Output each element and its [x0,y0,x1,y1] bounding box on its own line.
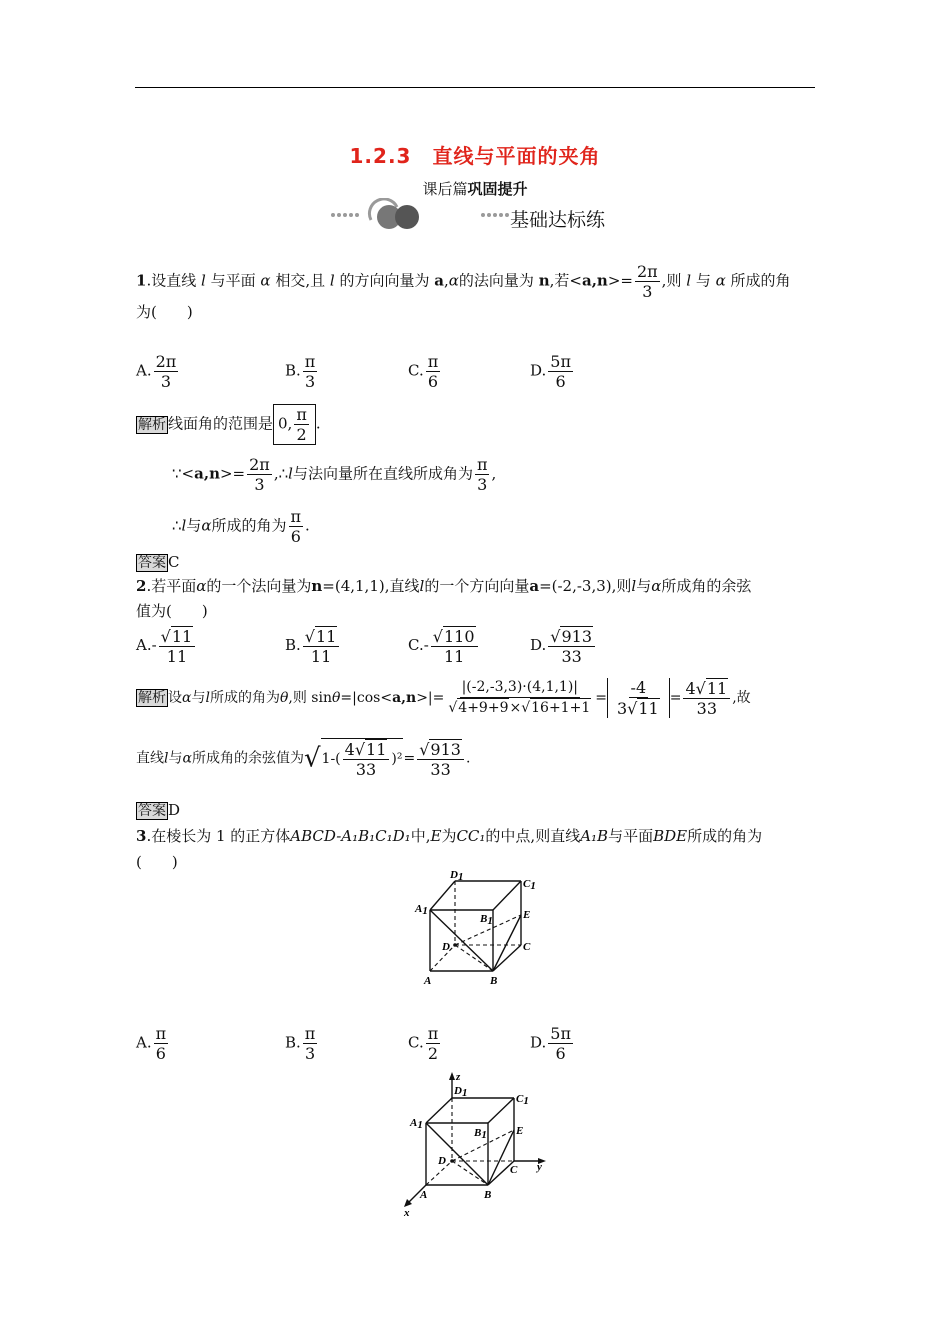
q1-option-d-label: D. [530,361,547,380]
q2-analysis-line1 [136,678,751,718]
q2-res-den: 33 [696,699,717,718]
q2-analysis-l: l [205,690,210,706]
q3-option-d-num: 5π [550,1024,571,1043]
q1-option-c-frac [426,352,441,391]
q2-abs-den-coef: 3 [616,699,628,718]
q1-because-num: 2π [249,455,270,474]
q1-stem-i: 与 [695,271,711,290]
q1-var-alpha: α [260,271,271,290]
q2-final-den: 33 [430,759,451,779]
q2-big-den-a: 4+9+9 [458,700,509,716]
q1-therefore-mid: ,∴ [273,464,289,483]
q1-range [273,404,316,445]
q2-analysis-e: =|cos< [340,690,393,706]
q1-analysis-line2 [172,455,496,494]
q1-an: a,n [581,271,608,290]
q2-sq-den: 33 [355,760,377,779]
q2-line3-alpha: α [182,750,192,767]
q3-option-a-num: π [155,1024,167,1043]
answer-tag: 答案 [138,555,166,571]
q1-conclude-l: l [181,516,187,535]
q2-analysis-f: >|= [416,690,445,706]
q3-stem-b: 中, [410,827,431,845]
q2-stem-c: 的一个方向向量 [424,577,530,595]
q2-sq-frac [343,739,390,779]
q2-option-a-num: √11 [159,626,196,647]
analysis-tag: 解析 [138,416,166,433]
label-c1: C1 [523,878,536,892]
q1-option-c-den: 6 [427,372,439,391]
q2-stem-b: 的一个法向量为 [206,577,312,595]
q1-stem-b: 与平面 [210,271,256,290]
q2-sq-rad: 11 [366,740,387,759]
q2-analysis-an: a,n [392,690,417,706]
q2-option-c-num: √110 [431,626,478,647]
q2-stem-a: .若平面 [146,577,197,595]
q2-analysis-line2 [136,738,470,779]
q1-analysis-line3 [172,507,310,546]
q1-range-den: 2 [296,425,307,444]
label-e-2: E [516,1125,524,1137]
q1-therefore-num: π [476,455,488,474]
q1-stem-g: >= [607,271,633,290]
label-b1-2: B1 [474,1127,487,1141]
q2-stem-e: 所成角的余弦 [661,577,752,595]
q1-option-a-label: A. [136,361,152,380]
q1-therefore-den: 3 [477,475,488,494]
q2-line3-b: 与 [168,750,183,767]
q2-final-frac [417,739,464,779]
segment-b-e [493,915,521,971]
q1-stem-h: ,则 [661,271,682,290]
q2-analysis-b: 与 [191,690,206,706]
q2-option-b-rad: 11 [316,627,337,646]
q3-stem [136,826,762,846]
q2-analysis-c: 所成的角为 [209,690,280,706]
q1-analysis-text: 线面角的范围是 [168,414,274,433]
edge-a1-d1 [430,881,455,910]
q1-conclude-alpha: α [201,516,212,535]
q2-theta-2: θ [331,690,341,706]
q3-option-c-den: 2 [427,1044,439,1063]
axis-y: y [537,1161,542,1173]
q3-BDE: BDE [653,827,688,845]
q2-analysis-d: ,则 sin [288,690,332,706]
q2-eq-1: = [595,690,607,706]
q1-stem-d: 的方向向量为 [339,271,430,290]
q2-sq-num: 4√11 [343,739,390,760]
q2-res-coef: 4 [685,679,696,698]
q2-abs-frac [615,678,662,718]
q2-option-c-label: C.- [408,636,429,654]
q1-var-l-3: l [686,271,692,290]
q1-var-l: l [201,271,206,290]
q3-option-b-frac [303,1024,318,1063]
q1-option-a[interactable] [136,352,180,391]
q2-var-l-2: l [631,577,637,595]
q1-range-start: 0, [278,414,293,433]
q1-option-b-label: B. [285,361,301,380]
q3-stem-e: 与平面 [608,827,654,845]
q1-option-a-den: 3 [160,372,172,391]
q3-CC1: CC₁ [456,827,486,845]
q2-answer-tag: 答案 [138,803,166,819]
q2-option-d[interactable] [530,626,597,666]
q3-option-d[interactable] [530,1024,575,1063]
q1-because-den: 3 [254,475,265,494]
q2-res-num: 4√11 [683,678,730,699]
q1-analysis-period: . [315,414,321,433]
q1-therefore-text: 与法向量所在直线所成角为 [292,464,473,483]
q3-stem-c: 为 [441,827,457,845]
q1-conclude-text: 与 [186,516,202,535]
q1-conclude-text2: 所成的角为 [211,516,287,535]
q2-var-l: l [419,577,425,595]
q3-option-a-den: 6 [155,1044,166,1063]
q2-big-den-times: × [509,700,522,716]
q3-option-b-num: π [304,1024,316,1043]
q1-because-eq: >= [219,464,246,483]
edge-b-c [493,945,521,971]
q1-option-b[interactable] [285,352,319,391]
q1-conclude-den: 6 [290,527,301,546]
q2-stem-line2: 值为( ) [136,602,208,620]
q2-eq-2: = [669,690,682,706]
q1-option-d-den: 6 [555,372,566,391]
q1-stem-line2: 为( ) [136,303,193,321]
label-e: E [523,909,531,921]
q1-option-d-num: 5π [550,352,571,371]
label-d-2: D [438,1155,446,1167]
q3-option-d-den: 6 [555,1044,566,1063]
q2-option-d-num: √913 [548,626,595,647]
q2-eq-3: = [403,750,416,767]
q3-cube: ABCD-A₁B₁C₁D₁ [290,827,411,845]
q2-so: ,故 [732,690,751,706]
q3-option-a-label: A. [136,1033,152,1052]
label-c: C [523,941,531,953]
q3-option-c[interactable] [408,1024,442,1063]
q2-option-b-frac [303,626,340,666]
q1-option-c-num: π [427,352,439,371]
q2-analysis-alpha: α [182,690,192,706]
q2-big-den: √4+9+9×√16+1+1 [448,700,591,716]
q2-analysis-tag: 解析 [138,690,166,706]
q1-conclude-period: . [305,516,310,535]
q3-stem-f: 所成的角为 [687,827,763,845]
q2-line3-a: 直线 [136,750,164,767]
q2-a-val: =(-2,-3,3),则 [539,577,632,595]
q1-option-a-num: 2π [155,352,177,371]
q2-n-val: =(4,1,1),直线 [322,577,420,595]
q1-number: 1 [136,271,147,290]
q1-option-d-frac [548,352,573,391]
label-d: D [442,941,450,953]
q2-sq-one: 1-( [321,751,341,767]
q2-option-b[interactable] [285,626,341,666]
q3-stem-a: .在棱长为 1 的正方体 [146,827,291,845]
q1-stem-j: 所成的角 [730,271,791,290]
q1-option-a-frac [154,352,179,391]
q3-number: 3 [136,827,147,845]
q2-big-den-b: 16+1+1 [531,700,591,716]
q2-stem-d: 与 [636,577,652,595]
label-b1: B1 [480,913,493,927]
q2-answer-value: D [168,801,181,819]
q2-theta: θ [279,690,289,706]
label-a1-2: A1 [410,1117,423,1131]
q1-because: ∵< [172,464,195,483]
q1-vec-n: n [538,271,550,290]
q1-var-l-2: l [329,271,335,290]
q2-answer [136,800,180,820]
q2-abs [607,678,670,718]
q2-option-d-label: D. [530,636,547,654]
header-rule [135,87,815,88]
q2-abs-den: 3√11 [616,699,659,718]
q2-option-a-frac [159,626,196,666]
q2-option-c-frac [431,626,478,666]
q1-analysis-l: l [288,464,293,483]
label-c-2: C [510,1164,518,1176]
q1-var-alpha-3: α [715,271,726,290]
q2-option-b-den: 11 [310,647,332,666]
q1-option-c[interactable] [408,352,442,391]
label-a1: A1 [415,903,428,917]
q1-vec-a: a [434,271,444,290]
q1-option-b-frac [303,352,318,391]
q2-option-c[interactable] [408,626,480,666]
label-d1-2: D1 [454,1085,468,1099]
q2-final-rad: 913 [430,739,461,759]
label-c1-2: C1 [516,1093,529,1107]
segment-d-b [455,945,493,971]
q1-stem-c: 相交,且 [275,271,326,290]
q3-option-b[interactable] [285,1024,319,1063]
q3-option-d-label: D. [530,1033,547,1052]
q1-therefore-frac [475,455,490,494]
section-label: 基础达标练 [510,209,606,231]
section-banner-decoration [325,198,515,232]
label-b: B [490,975,498,987]
q1-conclude-prefix: ∴ [172,516,182,535]
q3-A1B: A₁B [580,827,609,845]
q1-stem-e: 的法向量为 [458,271,534,290]
q2-var-alpha-2: α [651,577,662,595]
q2-final-num: √913 [417,739,464,760]
page-title: 1.2.3 直线与平面的夹角 [349,144,601,168]
q2-line3-c: 所成角的余弦值为 [191,750,304,767]
page-subtitle [0,178,950,199]
edge-b1-c1 [493,881,521,910]
q2-option-b-label: B. [285,636,301,654]
q3-coordinate-figure [400,1068,550,1218]
q1-conclude-num: π [290,507,302,526]
q1-frac-den: 3 [642,282,653,301]
q3-option-d-frac [548,1024,573,1063]
q2-option-b-num: √11 [303,626,340,647]
q3-stem-line2: ( ) [136,853,178,871]
q3-option-b-label: B. [285,1033,301,1052]
q2-stem [136,576,751,596]
q1-option-b-den: 3 [304,372,316,391]
q2-vec-a: a [529,577,540,595]
q3-E: E [430,827,442,845]
q2-option-d-den: 33 [561,647,582,666]
q2-vec-n: n [311,577,323,595]
q1-stem-a: .设直线 [146,271,197,290]
q1-analysis-comma: , [491,464,497,483]
q3-option-c-frac [426,1024,441,1063]
q3-cube-figure [410,868,545,993]
q2-line3-l: l [164,750,169,767]
q3-option-b-den: 3 [304,1044,316,1063]
q2-option-a-label: A.- [136,636,157,654]
q2-option-a-den: 11 [166,647,188,666]
q2-sq-coef: 4 [344,740,355,759]
q3-stem-d: 的中点,则直线 [485,827,581,845]
q3-option-c-label: C. [408,1033,424,1052]
q2-option-d-rad: 913 [561,627,593,646]
axis-z: z [456,1071,461,1083]
q2-number: 2 [136,577,147,595]
q2-abs-den-rad: 11 [638,699,659,718]
q1-answer [136,552,179,572]
q2-big-num: |(-2,-3,3)·(4,1,1)| [460,678,580,698]
q1-because-an: a,n [194,464,220,483]
q1-range-num: π [296,405,307,424]
q2-var-alpha: α [196,577,207,595]
q1-option-d[interactable] [530,352,575,391]
q2-analysis-a: 设 [168,690,182,706]
q1-answer-value: C [168,553,180,571]
axis-x: x [404,1207,410,1218]
q1-option-c-label: C. [408,361,424,380]
label-a: A [424,975,432,987]
q2-option-c-rad: 110 [443,627,475,646]
q3-option-a-frac [154,1024,169,1063]
q1-because-frac [247,455,272,494]
q1-frac [635,262,660,301]
q1-var-alpha-2: α [448,271,459,290]
q2-sq-close: )² [391,751,403,767]
q1-analysis-line1 [136,404,321,445]
label-a-2: A [420,1189,428,1201]
q2-final-dot: . [465,750,471,767]
q2-option-a[interactable] [136,626,197,666]
q1-option-b-num: π [304,352,316,371]
q1-conclude-frac [289,507,304,546]
q2-res-rad: 11 [706,679,728,698]
label-b-2: B [484,1189,492,1201]
q2-res-frac [683,678,730,718]
label-d1: D1 [450,869,464,883]
q1-range-frac [294,405,309,444]
q1-stem: 1.设直线 l 与平面 α 相交,且 l 的方向向量为 a,α的法向量为 n,若<a,n>= $\frac{2\pi}{3}$ ,则 l 与 α 所成的角 [136,262,791,301]
q3-option-a[interactable] [136,1024,170,1063]
q2-option-a-rad: 11 [171,627,193,646]
subtitle-prefix: 课后篇 [422,180,468,198]
q1-stem-f: ,若< [549,271,582,290]
q3-option-c-num: π [427,1024,439,1043]
q2-big-sqrt-body [321,738,404,779]
q2-big-sqrt-sign: √ [303,743,321,774]
subtitle-bold: 巩固提升 [467,180,528,198]
q2-option-c-den: 11 [443,647,465,666]
q2-abs-num: -4 [630,678,647,697]
q2-big-frac [446,678,593,718]
q1-frac-num: 2π [636,262,658,281]
q2-option-d-frac [548,626,595,666]
